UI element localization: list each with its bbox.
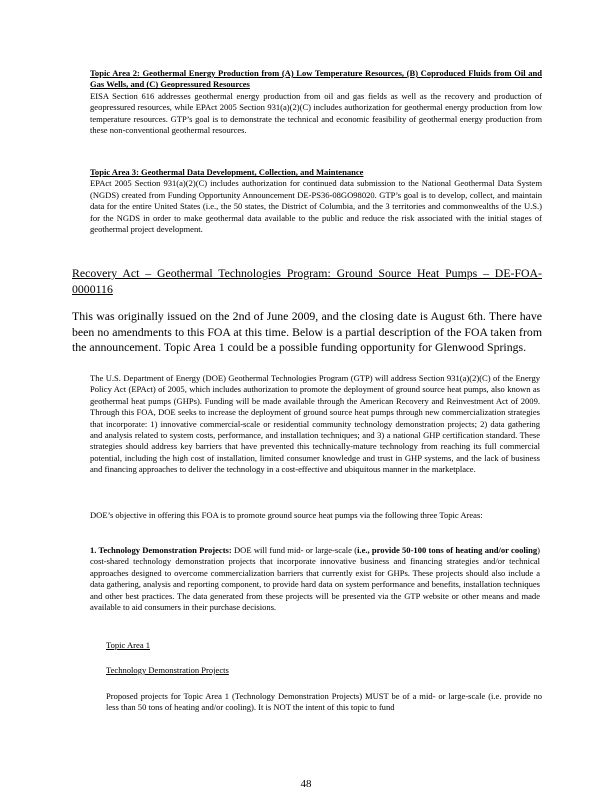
technology-demonstration-item — [90, 545, 540, 613]
topic-area-2-body: EISA Section 616 addresses geothermal energy production from oil and gas fields as well as the recovery and production of geopressured resources, while EPAct 2005 Section 931(a)(2)(C) includes authorization for geothermal energy production from low temperature resources. GTP’s goal is to demonstrate the technical and economic feasibility of geothermal energy production from these non-conventional geothermal resources. — [90, 90, 542, 136]
topic-area-3-heading: Topic Area 3: Geothermal Data Development, Collection, and Maintenance — [90, 167, 364, 177]
topic-area-1-subtitle: Technology Demonstration Projects — [106, 665, 229, 675]
topic-area-2-heading: Topic Area 2: Geothermal Energy Production from (A) Low Temperature Resources, (B) Coproduced Fluids from Oil and Gas Wells, and (C) Geopressured Resources — [90, 68, 542, 90]
item-1-text-b: ) cost-shared technology demonstration projects that incorporate innovative business and financing strategies and/or technical approaches designed to overcome commercialization barriers that currently exist for GHPs. These projects should also include a data gathering, analysis and reporting component, to provide hard data on system performance and benefits, installation techniques and other best practices. The data generated from these projects will be presented via the GTP website or other means and made available to aid consumers in their purchase decisions. — [90, 545, 540, 613]
quote-paragraph-2: DOE’s objective in offering this FOA is to promote ground source heat pumps via the following three Topic Areas: — [90, 510, 483, 520]
topic-area-2-block — [90, 68, 542, 136]
item-1-text-a: DOE will fund mid- or large-scale ( — [231, 545, 358, 555]
topic-area-3-body: EPAct 2005 Section 931(a)(2)(C) includes authorization for continued data submission to the National Geothermal Data System (NGDS) created from Funding Opportunity Announcement DE-PS36-08GO98020. GTP’s goal is to develop, collect, and maintain data for the entire United States (i.e., the 50 states, the District of Columbia, and the 3 territories and commonwealths of the U.S.) for the NGDS in order to make geothermal data available to the public and reduce the risk associated with the initial stages of geothermal project development. — [90, 178, 542, 235]
quote-paragraph-1: The U.S. Department of Energy (DOE) Geothermal Technologies Program (GTP) will address Section 931(a)(2)(C) of the Energy Policy Act (EPAct) of 2005, which includes authorization to promote the deployment of ground source heat pumps, also known as geothermal heat pumps (GHPs). Funding will be made available through the American Recovery and Reinvestment Act of 2009. Through this FOA, DOE seeks to increase the deployment of ground source heat pumps through new commercialization strategies that incorporate: 1) innovative commercial-scale or residential community technology demonstration projects; 2) data gathering and analysis related to system costs, performance, and installation techniques; and 3) a national GHP certification standard. These strategies should address key barriers that have prevented this technically-mature technology from reaching its full commercial potential, including the high cost of installation, limited consumer knowledge and trust in GHP systems, and the lack of business and financing approaches to deliver the technology in a cost-effective and ubiquitous manner in the marketplace. — [90, 373, 540, 475]
proposed-projects-paragraph: Proposed projects for Topic Area 1 (Technology Demonstration Projects) MUST be of a mid- or large-scale (i.e. provide no less than 50 tons of heating and/or cooling). It is NOT the intent of this topic to fund — [106, 691, 542, 713]
page-number: 48 — [300, 778, 312, 790]
section-title: Recovery Act – Geothermal Technologies Program: Ground Source Heat Pumps – DE-FOA-0000116 — [72, 266, 542, 296]
section-lead-paragraph: This was originally issued on the 2nd of June 2009, and the closing date is August 6th. There have been no amendments to this FOA at this time. Below is a partial description of the FOA taken from the announcement. Topic Area 1 could be a possible funding opportunity for Glenwood Springs. — [72, 309, 542, 354]
topic-area-3-block — [90, 167, 542, 235]
topic-area-1-label: Topic Area 1 — [106, 640, 151, 650]
item-1-bold: i.e., provide 50-100 tons of heating and/or cooling — [357, 545, 538, 555]
item-1-lead: 1. Technology Demonstration Projects: — [90, 545, 232, 555]
